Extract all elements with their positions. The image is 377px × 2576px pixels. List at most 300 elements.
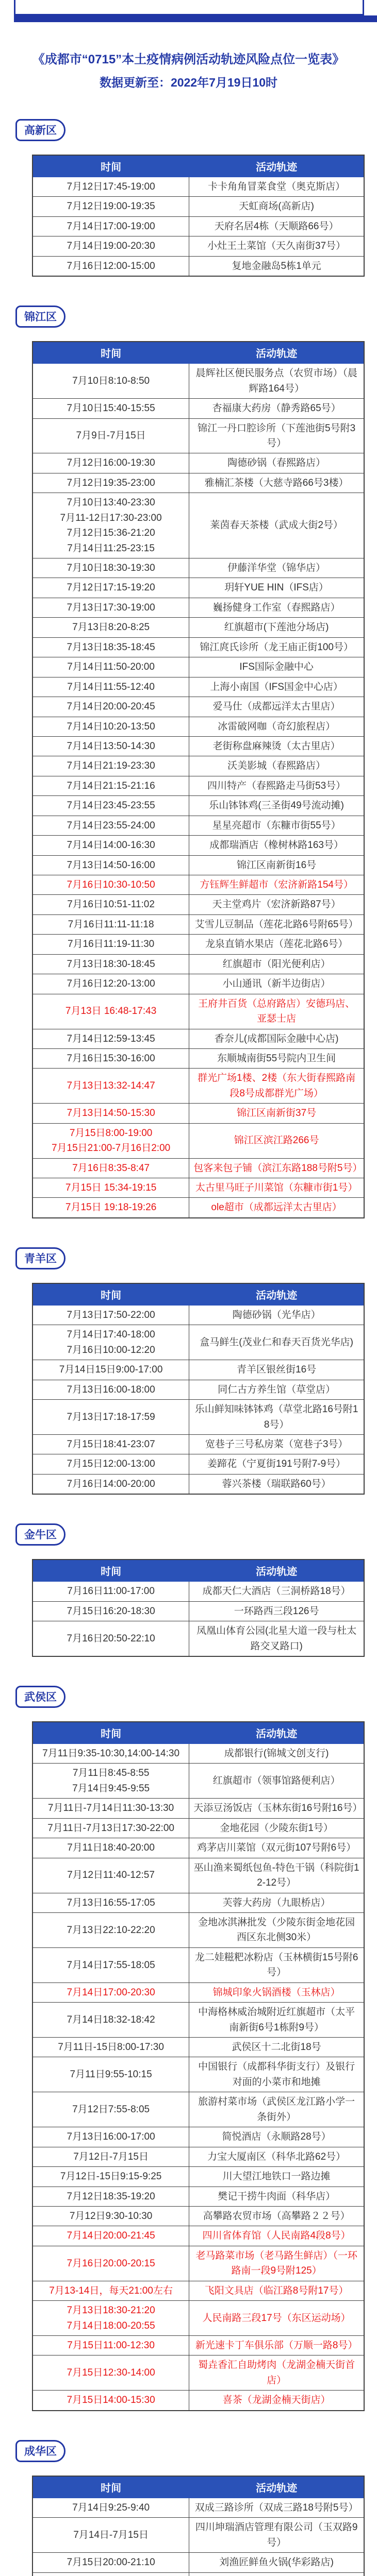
table-row	[32, 1764, 364, 1799]
time-line: 7月16日11:19-11:30	[37, 937, 185, 952]
time-line: 7月13-14日，每天21:00左右	[37, 2283, 185, 2298]
table-row	[32, 236, 364, 256]
time-cell	[32, 1178, 189, 1198]
time-line: 7月15日 15:34-19:15	[37, 1180, 185, 1195]
table-row	[32, 2187, 364, 2206]
trajectory-cell: 玥轩YUE HIN（IFS店）	[189, 578, 364, 598]
district-section	[0, 119, 377, 277]
time-line: 7月14日20:00-21:45	[37, 2228, 185, 2243]
table-row	[32, 2003, 364, 2038]
trajectory-cell: 凤凰山体育公园(北星大道一段与杜太路交叉路口)	[189, 1621, 364, 1656]
table-row	[32, 177, 364, 197]
time-line: 7月14日17:00-19:00	[37, 219, 185, 234]
time-line: 7月12日17:45-19:00	[37, 179, 185, 194]
time-line: 7月11日18:40-20:00	[37, 1840, 185, 1855]
time-cell	[32, 875, 189, 895]
time-cell	[32, 2281, 189, 2300]
trajectory-cell: 东顺城南街55号院内卫生间	[189, 1048, 364, 1068]
trajectory-cell: 锦江区滨江路266号	[189, 1123, 364, 1158]
time-line: 7月15日20:00-21:10	[37, 2555, 185, 2570]
time-line: 7月12日15:36-21:20	[37, 526, 185, 540]
district-badge: 成华区	[15, 2440, 65, 2462]
table-row	[32, 756, 364, 776]
table-row	[32, 2038, 364, 2057]
time-line: 7月13日22:10-22:20	[37, 1923, 185, 1938]
time-cell	[32, 1947, 189, 1982]
time-line: 7月12日-7月15日	[37, 2149, 185, 2164]
trajectory-cell: 红旗超市（领事馆路便利店）	[189, 1764, 364, 1799]
table-row	[32, 2127, 364, 2147]
time-line: 7月13日18:30-21:20	[37, 2303, 185, 2318]
trajectory-cell: 蓉兴茶楼（瑞联路60号）	[189, 1474, 364, 1494]
trajectory-table	[32, 155, 365, 277]
table-row	[32, 895, 364, 914]
time-cell	[32, 697, 189, 717]
table-row	[32, 1947, 364, 1982]
table-row	[32, 2057, 364, 2092]
table-row	[32, 2391, 364, 2411]
page-title: 《成都市“0715”本土疫情病例活动轨迹风险点位一览表》	[18, 50, 359, 69]
trajectory-cell: 方钰辉生鲜超市（宏济新路154号）	[189, 875, 364, 895]
table-row	[32, 954, 364, 974]
time-cell	[32, 1893, 189, 1912]
time-cell	[32, 1434, 189, 1454]
table-row	[32, 677, 364, 697]
column-header-trajectory: 活动轨迹	[189, 155, 364, 177]
district-sections	[0, 119, 377, 2576]
time-line: 7月13日18:35-18:45	[37, 640, 185, 655]
time-cell	[32, 1380, 189, 1399]
time-cell	[32, 2336, 189, 2355]
table-row	[32, 1305, 364, 1325]
district-badge: 金牛区	[15, 1523, 65, 1546]
trajectory-cell: 龙泉直销水果店（莲花北路6号）	[189, 935, 364, 954]
time-line: 7月14日9:45-9:55	[37, 1781, 185, 1796]
table-header-row	[32, 1283, 364, 1306]
time-cell	[32, 776, 189, 795]
time-line: 7月15日12:00-13:00	[37, 1456, 185, 1471]
time-line: 7月13日14:50-16:00	[37, 858, 185, 873]
table-row	[32, 1858, 364, 1893]
trajectory-cell: 一环路西三段126号	[189, 1601, 364, 1621]
trajectory-cell	[189, 2572, 364, 2576]
trajectory-cell: 乐山钵钵鸡(三圣街49号流动摊)	[189, 796, 364, 816]
table-row	[32, 2246, 364, 2281]
trajectory-cell: 伊藤洋华堂（锦华店）	[189, 558, 364, 578]
table-row	[32, 736, 364, 756]
time-cell	[32, 236, 189, 256]
table-header-row	[32, 2476, 364, 2498]
time-cell	[32, 1982, 189, 2002]
table-row	[32, 1982, 364, 2002]
trajectory-cell: 金地花园（少陵东街1号）	[189, 1818, 364, 1838]
table-row	[32, 1048, 364, 1068]
table-header-row	[32, 1722, 364, 1744]
trajectory-cell: 老街称盘麻辣烫（太古里店）	[189, 736, 364, 756]
time-line: 7月10日15:40-15:55	[37, 401, 185, 416]
time-line: 7月11日-7月14日11:30-13:30	[37, 1801, 185, 1816]
trajectory-cell: 青羊区银丝街16号	[189, 1360, 364, 1380]
header-bar-decoration	[14, 15, 377, 22]
trajectory-cell: 成都银行(锦城文创支行)	[189, 1744, 364, 1764]
trajectory-cell: 红旗超市(下莲池分场店)	[189, 618, 364, 637]
table-row	[32, 776, 364, 795]
time-cell	[32, 598, 189, 617]
trajectory-cell: 晨辉社区便民服务点（农贸市场）（晨辉路164号）	[189, 364, 364, 399]
time-line: 7月16日10:30-10:50	[37, 877, 185, 892]
trajectory-cell: 同仁古方养生馆（草堂店）	[189, 1380, 364, 1399]
trajectory-cell: 小灶王土菜馆（天久南街37号）	[189, 236, 364, 256]
time-line: 7月14日23:45-23:55	[37, 798, 185, 813]
trajectory-cell: 老马路菜市场（老马路生鲜店）（一环路南一段9号附125）	[189, 2246, 364, 2281]
trajectory-cell: 四川特产（春熙路走马街53号）	[189, 776, 364, 795]
time-cell	[32, 836, 189, 855]
column-header-time: 时间	[32, 1283, 189, 1306]
time-line: 7月14日19:00-20:30	[37, 239, 185, 253]
table-row	[32, 2167, 364, 2187]
table-row	[32, 657, 364, 677]
table-row	[32, 1178, 364, 1198]
time-cell	[32, 618, 189, 637]
time-cell	[32, 1104, 189, 1123]
time-cell	[32, 256, 189, 276]
table-row	[32, 1123, 364, 1158]
time-line: 7月14日20:00-20:45	[37, 699, 185, 714]
time-line: 7月9日-7月15日	[37, 428, 185, 443]
table-row	[32, 1838, 364, 1858]
table-header-row	[32, 155, 364, 177]
time-line: 7月12日9:30-10:30	[37, 2209, 185, 2224]
trajectory-cell: 武侯区十二北街18号	[189, 2038, 364, 2057]
time-line: 7月14日11:25-23:15	[37, 541, 185, 556]
trajectory-cell: 川大望江地铁口一路边摊	[189, 2167, 364, 2187]
time-cell	[32, 2206, 189, 2226]
trajectory-cell: 新光速卡丁车俱乐部（万顺一路8号）	[189, 2336, 364, 2355]
time-line: 7月16日15:30-16:00	[37, 1051, 185, 1066]
district-section	[0, 1686, 377, 2411]
time-line: 7月11日-7月13日17:30-22:00	[37, 1821, 185, 1836]
time-line: 7月13日 16:48-17:43	[37, 1004, 185, 1019]
time-line: 7月13日16:55-17:05	[37, 1895, 185, 1910]
trajectory-cell: 四川省体育馆（人民南路4段8号）	[189, 2226, 364, 2246]
time-line: 7月13日16:00-18:00	[37, 1382, 185, 1397]
trajectory-cell: 刘渔匠鲜鱼火锅(华彩路店)	[189, 2553, 364, 2572]
table-row	[32, 399, 364, 418]
trajectory-cell: 艾雪儿豆制品（莲花北路6号附65号）	[189, 914, 364, 934]
time-line: 7月14日9:25-9:40	[37, 2500, 185, 2515]
time-line: 7月12日18:35-19:20	[37, 2189, 185, 2204]
trajectory-cell: 姜蹄花（宁夏街191号附7-9号）	[189, 1454, 364, 1474]
time-cell	[32, 1360, 189, 1380]
time-line: 7月14日23:55-24:00	[37, 818, 185, 833]
table-row	[32, 836, 364, 855]
table-row	[32, 1799, 364, 1818]
table-row	[32, 2281, 364, 2300]
time-cell	[32, 2038, 189, 2057]
time-cell	[32, 2498, 189, 2517]
table-row	[32, 1104, 364, 1123]
trajectory-cell: 鸡茅店川菜馆（双元街107号附6号）	[189, 1838, 364, 1858]
time-cell	[32, 1744, 189, 1764]
time-cell	[32, 2301, 189, 2336]
time-line: 7月14日18:00-20:55	[37, 2318, 185, 2333]
time-cell	[32, 1474, 189, 1494]
time-cell	[32, 1858, 189, 1893]
time-cell	[32, 364, 189, 399]
time-line: 7月16日11:00-17:00	[37, 1584, 185, 1599]
trajectory-cell: 红旗超市（阳光便利店）	[189, 954, 364, 974]
trajectory-cell: 沃美影城（春熙路店）	[189, 756, 364, 776]
trajectory-cell: 成都天仁大酒店（三洞桥路18号）	[189, 1582, 364, 1601]
time-cell	[32, 1158, 189, 1178]
trajectory-cell: 陶德砂锅（光华店）	[189, 1305, 364, 1325]
time-line: 7月10日18:30-19:30	[37, 561, 185, 575]
time-line: 7月11日9:35-10:30,14:00-14:30	[37, 1746, 185, 1761]
table-row	[32, 914, 364, 934]
column-header-trajectory: 活动轨迹	[189, 2476, 364, 2498]
table-row	[32, 453, 364, 473]
trajectory-table	[32, 341, 365, 1218]
trajectory-cell: 冰雷破网咖（奇幻旅程店）	[189, 717, 364, 736]
time-cell	[32, 2057, 189, 2092]
trajectory-cell: 莱茵春天茶楼（武成大街2号）	[189, 493, 364, 558]
time-cell	[32, 717, 189, 736]
column-header-trajectory: 活动轨迹	[189, 1722, 364, 1744]
time-cell	[32, 1582, 189, 1601]
time-line: 7月14日11:50-20:00	[37, 659, 185, 674]
time-line: 7月14日12:59-13:45	[37, 1031, 185, 1046]
trajectory-cell: 群光广场1楼、2楼（东大街春熙路南段8号成都群光广场）	[189, 1069, 364, 1104]
table-row	[32, 1434, 364, 1454]
time-cell	[32, 1123, 189, 1158]
table-row	[32, 256, 364, 276]
time-line: 7月16日10:00-12:20	[37, 1343, 185, 1358]
trajectory-cell: 锦江庹氏诊所（龙王庙正街100号）	[189, 637, 364, 657]
time-line: 7月16日11:11-11:18	[37, 917, 185, 932]
time-cell	[32, 914, 189, 934]
time-cell	[32, 677, 189, 697]
time-line: 7月13日18:30-18:45	[37, 957, 185, 972]
time-cell	[32, 736, 189, 756]
column-header-trajectory: 活动轨迹	[189, 342, 364, 364]
trajectory-cell: 芙蓉大药房（九眼桥店）	[189, 1893, 364, 1912]
table-row	[32, 1744, 364, 1764]
trajectory-cell: 龙二娃糍粑冰粉店（玉林横街15号附6号）	[189, 1947, 364, 1982]
time-line: 7月16日20:50-22:10	[37, 1631, 185, 1646]
time-line: 7月14日15日9:00-17:00	[37, 1362, 185, 1377]
time-cell	[32, 1621, 189, 1656]
time-cell	[32, 2246, 189, 2281]
time-line: 7月13日13:32-14:47	[37, 1078, 185, 1093]
column-header-trajectory: 活动轨迹	[189, 1560, 364, 1582]
table-row	[32, 2518, 364, 2553]
trajectory-cell: ole超市（成都远洋太古里店）	[189, 1198, 364, 1218]
table-header-row	[32, 1560, 364, 1582]
time-line: 7月16日12:00-15:00	[37, 259, 185, 274]
time-line: 7月11日-15日8:00-17:30	[37, 2040, 185, 2055]
trajectory-cell: IFS国际金融中心	[189, 657, 364, 677]
trajectory-cell: 卡卡角角冒菜食堂（奥克斯店）	[189, 177, 364, 197]
table-row	[32, 1893, 364, 1912]
time-line: 7月16日8:35-8:47	[37, 1161, 185, 1176]
time-line: 7月13日17:30-19:00	[37, 600, 185, 615]
column-header-time: 时间	[32, 2476, 189, 2498]
time-cell	[32, 637, 189, 657]
table-row	[32, 1198, 364, 1218]
column-header-time: 时间	[32, 1560, 189, 1582]
table-row	[32, 1454, 364, 1474]
table-row	[32, 1069, 364, 1104]
time-line: 7月16日10:51-11:02	[37, 897, 185, 912]
time-cell	[32, 1400, 189, 1435]
time-cell	[32, 855, 189, 875]
page-subtitle: 数据更新至：2022年7月19日10时	[18, 73, 359, 90]
time-cell	[32, 399, 189, 418]
trajectory-cell: 雅楠汇茶楼（大慈寺路66号3楼）	[189, 473, 364, 493]
table-row	[32, 364, 364, 399]
time-cell	[32, 453, 189, 473]
table-row	[32, 2206, 364, 2226]
time-cell	[32, 493, 189, 558]
trajectory-cell: 双成三路诊所（双成三路18号附5号）	[189, 2498, 364, 2517]
time-line: 7月12日19:00-19:35	[37, 199, 185, 214]
trajectory-cell: 锦城印象火锅酒楼（玉林店）	[189, 1982, 364, 2002]
table-row	[32, 598, 364, 617]
time-cell	[32, 2092, 189, 2127]
trajectory-cell: 星星亮超市（东糠市街55号）	[189, 816, 364, 835]
table-row	[32, 1360, 364, 1380]
time-cell	[32, 657, 189, 677]
trajectory-table	[32, 1283, 365, 1495]
time-line: 7月11日8:45-8:55	[37, 1766, 185, 1781]
table-row	[32, 697, 364, 717]
trajectory-cell: 陶德砂锅（春熙路店）	[189, 453, 364, 473]
district-section	[0, 2440, 377, 2576]
time-cell	[32, 756, 189, 776]
time-line: 7月14日17:00-20:30	[37, 1985, 185, 2000]
time-line: 7月15日14:00-15:30	[37, 2393, 185, 2408]
time-cell	[32, 1799, 189, 1818]
trajectory-cell: 小山通讯（新半边街店）	[189, 974, 364, 994]
time-line: 7月16日12:20-13:00	[37, 976, 185, 991]
district-section	[0, 1247, 377, 1495]
trajectory-cell: 锦江区南新街37号	[189, 1104, 364, 1123]
table-row	[32, 197, 364, 216]
trajectory-cell: 简悦酒店（永顺路28号）	[189, 2127, 364, 2147]
time-cell	[32, 1454, 189, 1474]
time-cell	[32, 473, 189, 493]
time-line: 7月14日-7月15日	[37, 2528, 185, 2543]
table-row	[32, 2498, 364, 2517]
trajectory-cell: 杏福康大药房（静秀路65号）	[189, 399, 364, 418]
time-cell	[32, 1912, 189, 1947]
time-line: 7月12日7:55-8:05	[37, 2102, 185, 2117]
table-row	[32, 637, 364, 657]
table-row	[32, 1582, 364, 1601]
table-row	[32, 2147, 364, 2166]
table-row	[32, 2301, 364, 2336]
time-cell	[32, 2167, 189, 2187]
time-line: 7月15日12:30-14:00	[37, 2365, 185, 2380]
table-row	[32, 618, 364, 637]
trajectory-cell: 樊记干捞牛肉面（科华店）	[189, 2187, 364, 2206]
time-cell	[32, 1048, 189, 1068]
time-cell	[32, 2553, 189, 2572]
table-row	[32, 1621, 364, 1656]
time-line: 7月14日17:40-18:00	[37, 1327, 185, 1342]
time-cell	[32, 1838, 189, 1858]
time-cell	[32, 216, 189, 236]
time-line: 7月15日 19:18-19:26	[37, 1200, 185, 1215]
trajectory-cell: 复地金融岛5栋1单元	[189, 256, 364, 276]
table-row	[32, 1380, 364, 1399]
table-row	[32, 2553, 364, 2572]
trajectory-cell: 天添豆汤饭店（玉林东街16号附16号）	[189, 1799, 364, 1818]
trajectory-cell: 金地冰淇淋批发（少陵东街金地花园西区东北侧30米）	[189, 1912, 364, 1947]
trajectory-cell: 太古里马旺子川菜馆（东糠市街1号）	[189, 1178, 364, 1198]
district-section	[0, 1523, 377, 1657]
trajectory-cell: 成都瑞酒店（橡树林路163号）	[189, 836, 364, 855]
time-line: 7月12日17:15-19:20	[37, 580, 185, 595]
table-row	[32, 875, 364, 895]
time-line: 7月12日19:35-23:00	[37, 476, 185, 490]
table-row	[32, 816, 364, 835]
table-row	[32, 994, 364, 1029]
time-cell	[32, 558, 189, 578]
trajectory-cell: 盒马鲜生(茂业仁和春天百货光华店)	[189, 1325, 364, 1360]
district-badge: 高新区	[15, 119, 65, 141]
table-row	[32, 1818, 364, 1838]
time-cell	[32, 994, 189, 1029]
table-row	[32, 473, 364, 493]
trajectory-cell: 上海小南国（IFS国金中心店）	[189, 677, 364, 697]
time-cell	[32, 935, 189, 954]
time-cell	[32, 2003, 189, 2038]
column-header-time: 时间	[32, 1722, 189, 1744]
time-line: 7月14日10:20-13:50	[37, 719, 185, 734]
time-cell	[32, 1601, 189, 1621]
time-cell	[32, 1325, 189, 1360]
time-line: 7月15日11:00-12:30	[37, 2338, 185, 2353]
trajectory-cell: 锦江一丹口腔诊所（下莲池街5号附3号）	[189, 418, 364, 453]
time-line: 7月11-12日17:30-23:00	[37, 511, 185, 526]
time-line: 7月10日8:10-8:50	[37, 374, 185, 388]
trajectory-cell: 中海格林威治城附近红旗超市（太平南新街6号1栋附9号）	[189, 2003, 364, 2038]
time-line: 7月14日17:55-18:05	[37, 1958, 185, 1973]
district-badge: 青羊区	[15, 1247, 65, 1269]
trajectory-cell: 乐山鲜知味钵钵鸡（草堂北路16号附18号）	[189, 1400, 364, 1435]
time-cell	[32, 418, 189, 453]
trajectory-cell: 王府井百货（总府路店）安德玛店、亚瑟士店	[189, 994, 364, 1029]
time-cell	[32, 2147, 189, 2166]
trajectory-cell: 香奈儿(成都国际金融中心店)	[189, 1029, 364, 1048]
time-cell	[32, 1029, 189, 1048]
time-cell	[32, 2187, 189, 2206]
table-row	[32, 493, 364, 558]
time-line: 7月15日8:00-19:00	[37, 1126, 185, 1141]
table-row	[32, 2572, 364, 2576]
time-line: 7月14日18:32-18:42	[37, 2012, 185, 2027]
time-line: 7月11日9:55-10:15	[37, 2067, 185, 2082]
time-line: 7月15日16:20-18:30	[37, 1604, 185, 1619]
trajectory-cell: 包客来包子铺（滨江东路188号附5号）	[189, 1158, 364, 1178]
table-header-row	[32, 342, 364, 364]
table-row	[32, 717, 364, 736]
time-line: 7月12日-15日9:15-9:25	[37, 2169, 185, 2184]
trajectory-table	[32, 1721, 365, 2411]
time-cell	[32, 1818, 189, 1838]
time-line: 7月14日13:50-14:30	[37, 739, 185, 754]
